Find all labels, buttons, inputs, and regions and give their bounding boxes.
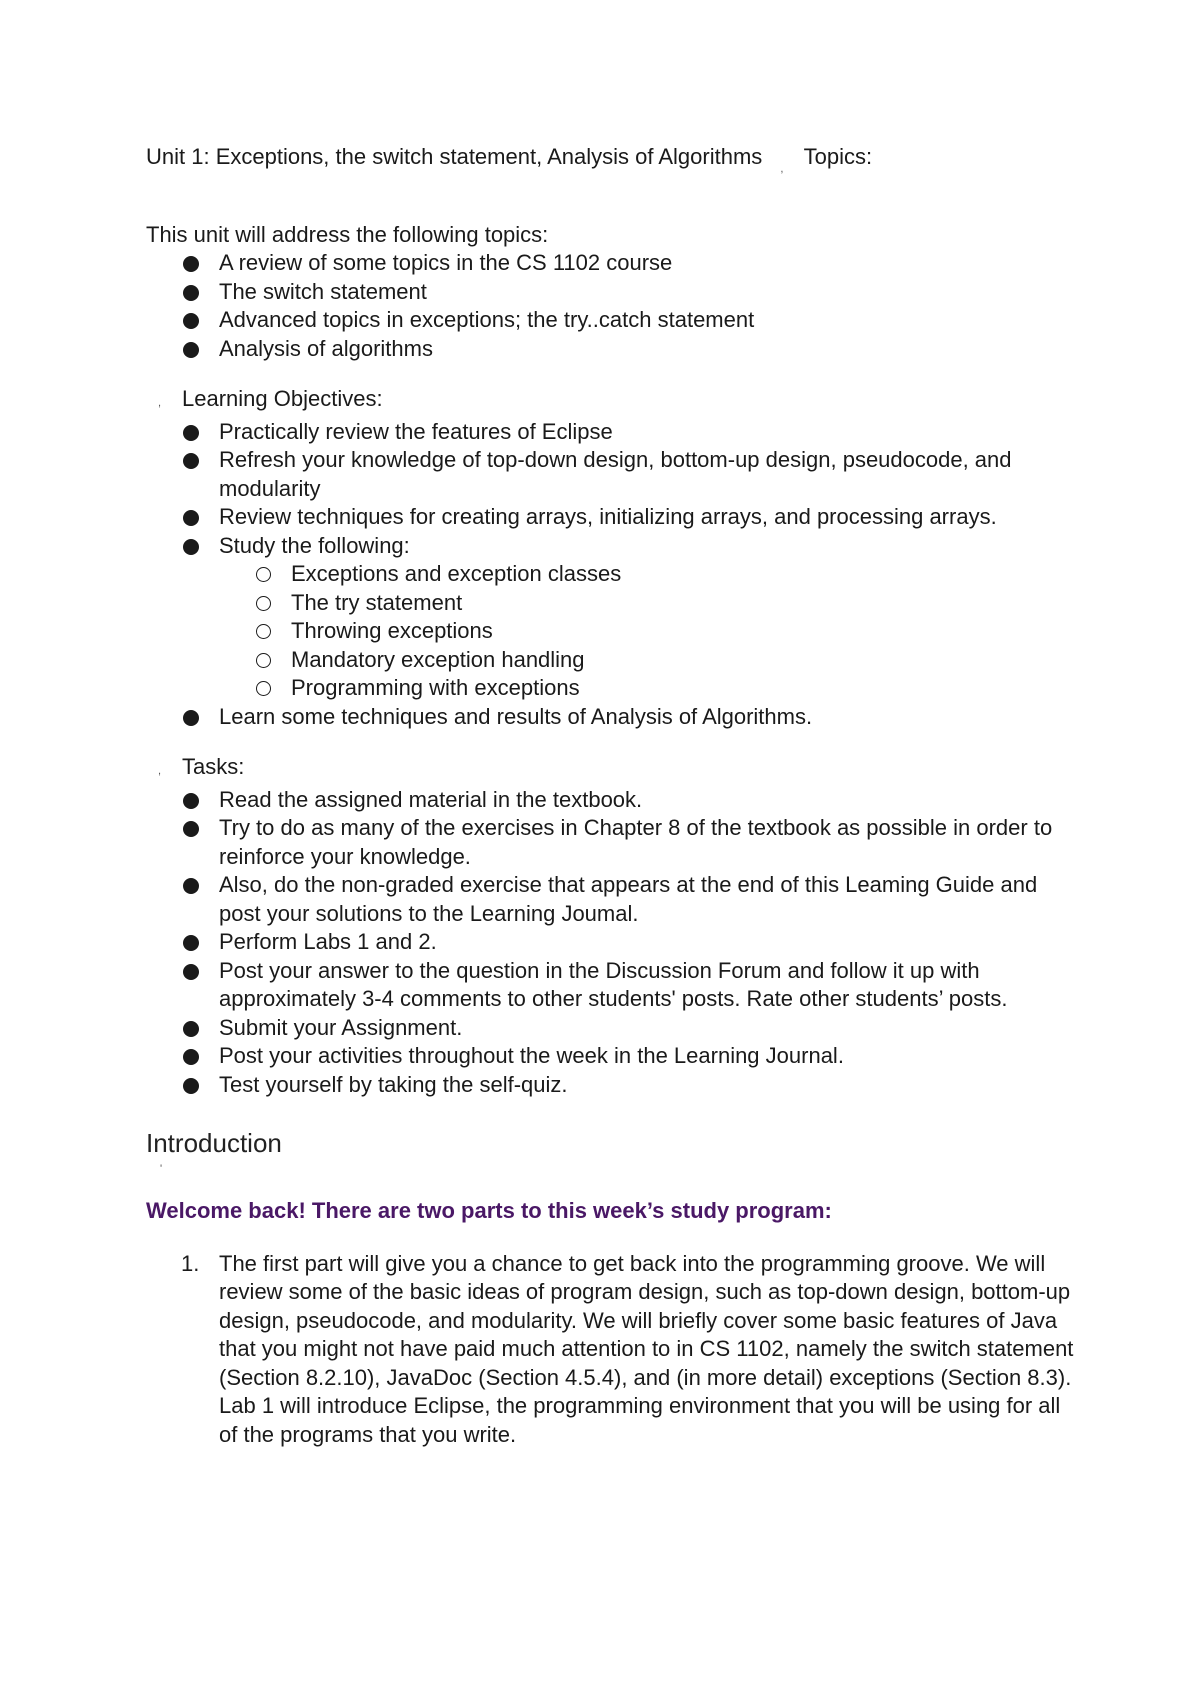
learning-objectives-label: , Learning Objectives:: [146, 385, 1076, 414]
hollow-bullet-icon: [256, 681, 271, 696]
list-item: Review techniques for creating arrays, initializing arrays, and processing arrays.: [219, 503, 1076, 532]
item-text: The first part will give you a chance to get back into the programming groove. We will review some of the basic ideas of program design, such as top-down design, bottom-up design, pseudocode, and modularity. We will briefly cover some basic features of Java that you might not have paid much attention to in CS 1102, namely the switch statement (Section 8.2.10), JavaDoc (Section 4.5.4), and (in more detail) exceptions (Section 8.3). Lab 1 will introduce Eclipse, the programming environment that you will be using for all of the programs that you write.: [219, 1250, 1074, 1447]
objectives-list: [146, 418, 1076, 732]
document-page: [146, 143, 1076, 1449]
bullet-icon: [183, 793, 199, 809]
topics-list: [146, 249, 1076, 363]
list-item: Analysis of algorithms: [219, 335, 1076, 364]
unit-title: Unit 1: Exceptions, the switch statement, Analysis of Algorithms: [146, 144, 763, 169]
list-item: Refresh your knowledge of top-down design, bottom-up design, pseudocode, and modularity: [219, 446, 1076, 503]
hollow-bullet-icon: [256, 653, 271, 668]
list-item: Study the following: Exceptions and exception classes The try statement Throwing exceptions Mandatory exception handling Programming with exceptions: [219, 532, 1076, 703]
unit-title-line: [146, 143, 1076, 184]
introduction-heading: Introduction: [146, 1128, 282, 1158]
bullet-icon: [183, 964, 199, 980]
list-item: Also, do the non-graded exercise that appears at the end of this Leaming Guide and post your solutions to the Learning Joumal.: [219, 871, 1076, 928]
tasks-label: , Tasks:: [146, 753, 1076, 782]
list-item: Try to do as many of the exercises in Chapter 8 of the textbook as possible in order to reinforce your knowledge.: [219, 814, 1076, 871]
hollow-bullet-icon: [256, 624, 271, 639]
welcome-line: Welcome back! There are two parts to this week’s study program:: [146, 1198, 832, 1223]
comment-mark: ,: [158, 397, 162, 409]
bullet-icon: [183, 539, 199, 555]
list-item: Post your answer to the question in the Discussion Forum and follow it up with approximately 3-4 comments to other students' posts. Rate other students’ posts.: [219, 957, 1076, 1014]
sub-list-item: The try statement: [291, 589, 1076, 618]
sub-list-item: Mandatory exception handling: [291, 646, 1076, 675]
bullet-icon: [183, 256, 199, 272]
sub-list-item: Programming with exceptions: [291, 674, 1076, 703]
comment-mark: ,: [780, 163, 784, 175]
list-item: Practically review the features of Eclipse: [219, 418, 1076, 447]
bullet-icon: [183, 453, 199, 469]
sub-list-item: Exceptions and exception classes: [291, 560, 1076, 589]
bullet-icon: [183, 1078, 199, 1094]
topics-label: Topics:: [803, 144, 873, 169]
hollow-bullet-icon: [256, 596, 271, 611]
list-item: Post your activities throughout the week in the Learning Journal.: [219, 1042, 1076, 1071]
list-item: A review of some topics in the CS 1102 course: [219, 249, 1076, 278]
tasks-list: [146, 786, 1076, 1100]
study-sublist: [219, 560, 1076, 703]
list-item: The switch statement: [219, 278, 1076, 307]
bullet-icon: [183, 821, 199, 837]
list-item: [181, 1250, 1076, 1450]
bullet-icon: [183, 710, 199, 726]
item-number: 1.: [181, 1250, 200, 1276]
bullet-icon: [183, 285, 199, 301]
bullet-icon: [183, 935, 199, 951]
list-item: Perform Labs 1 and 2.: [219, 928, 1076, 957]
list-item: Test yourself by taking the self-quiz.: [219, 1071, 1076, 1100]
bullet-icon: [183, 510, 199, 526]
topics-intro: This unit will address the following topics:: [146, 221, 549, 247]
list-item: Submit your Assignment.: [219, 1014, 1076, 1043]
comment-mark: ,: [158, 765, 162, 777]
list-item: Learn some techniques and results of Analysis of Algorithms.: [219, 703, 1076, 732]
bullet-icon: [183, 878, 199, 894]
list-item: Advanced topics in exceptions; the try..catch statement: [219, 306, 1076, 335]
bullet-icon: [183, 342, 199, 358]
program-parts-list: [146, 1250, 1076, 1450]
list-item: Read the assigned material in the textbook.: [219, 786, 1076, 815]
comment-mark: ': [160, 1163, 163, 1175]
bullet-icon: [183, 1021, 199, 1037]
bullet-icon: [183, 1049, 199, 1065]
bullet-icon: [183, 425, 199, 441]
hollow-bullet-icon: [256, 567, 271, 582]
bullet-icon: [183, 313, 199, 329]
sub-list-item: Throwing exceptions: [291, 617, 1076, 646]
